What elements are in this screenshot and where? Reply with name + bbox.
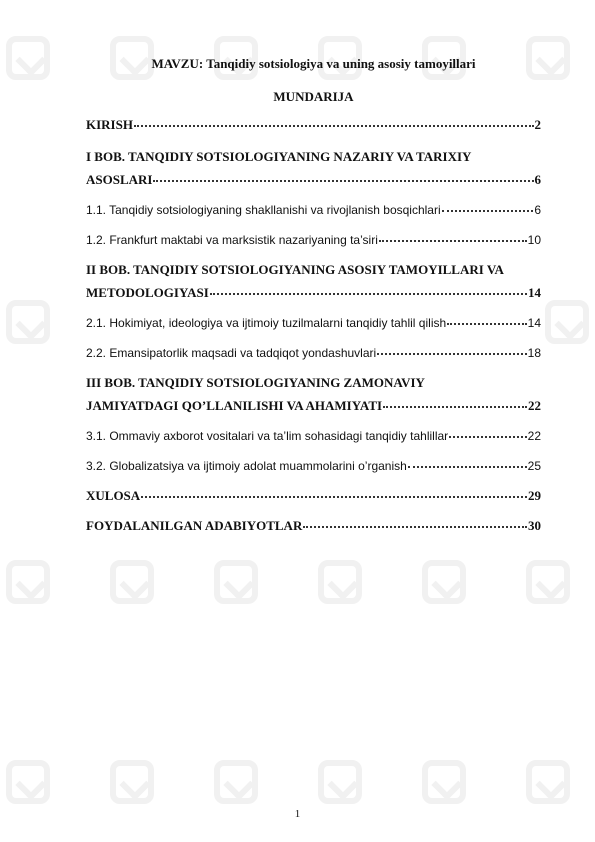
toc-entry-label: XULOSA — [86, 488, 141, 503]
toc-leader-dots — [442, 210, 534, 212]
toc-entry-label: 1.1. Tanqidiy sotsiologiyaning shakllanishi va rivojlanish bosqichlari — [86, 203, 441, 217]
toc-entry-page: 6 — [534, 172, 541, 187]
watermark-logo-icon — [526, 560, 570, 604]
toc-entry-page: 6 — [534, 203, 541, 217]
watermark-logo-icon — [110, 560, 154, 604]
toc-heading: MUNDARIJA — [273, 89, 354, 104]
toc-entry-2-2[interactable] — [86, 345, 541, 361]
watermark-logo-icon — [545, 300, 589, 344]
toc-entry-page: 18 — [527, 346, 541, 360]
toc-leader-dots — [210, 293, 527, 295]
watermark-logo-icon — [526, 760, 570, 804]
toc-entry-label: JAMIYATDAGI QO’LLANILISHI VA AHAMIYATI — [86, 398, 383, 413]
toc-entry-chapter-1[interactable] — [86, 172, 541, 188]
toc-entry-chapter-3[interactable] — [86, 398, 541, 414]
toc-entry-label: 2.2. Emansipatorlik maqsadi va tadqiqot yondashuvlari — [86, 346, 377, 360]
document-title: MAVZU: Tanqidiy sotsiologiya va uning asosiy tamoyillari — [151, 56, 476, 71]
toc-entry-label: 1.2. Frankfurt maktabi va marksistik nazariyaning ta’siri — [86, 233, 378, 247]
toc-entry-page: 22 — [528, 398, 541, 413]
toc-entry-page: 29 — [528, 488, 541, 503]
toc-leader-dots — [141, 496, 527, 498]
watermark-logo-icon — [422, 760, 466, 804]
watermark-logo-icon — [318, 560, 362, 604]
toc-leader-dots — [303, 526, 527, 528]
table-of-contents — [86, 112, 541, 534]
toc-entry-label: 3.1. Ommaviy axborot vositalari va ta’lim sohasidagi tanqidiy tahlillar — [86, 429, 449, 443]
watermark-logo-icon — [6, 760, 50, 804]
toc-leader-dots — [408, 466, 527, 468]
watermark-logo-icon — [214, 760, 258, 804]
toc-leader-dots — [383, 406, 527, 408]
toc-entry-2-1[interactable] — [86, 315, 541, 331]
toc-entry-page: 25 — [527, 459, 541, 473]
toc-leader-dots — [447, 323, 526, 325]
toc-entry-1-2[interactable] — [86, 232, 541, 248]
toc-entry-label: 2.1. Hokimiyat, ideologiya va ijtimoiy tuzilmalarni tanqidiy tahlil qilish — [86, 316, 447, 330]
toc-entry-kirish[interactable] — [86, 117, 541, 133]
watermark-logo-icon — [422, 560, 466, 604]
watermark-logo-icon — [6, 36, 50, 80]
toc-entry-1-1[interactable] — [86, 202, 541, 218]
toc-leader-dots — [377, 353, 526, 355]
toc-entry-page: 10 — [527, 233, 541, 247]
watermark-logo-icon — [318, 760, 362, 804]
toc-entry-label: ASOSLARI — [86, 172, 153, 187]
toc-leader-dots — [153, 180, 533, 182]
page-number: 1 — [294, 808, 301, 820]
toc-leader-dots — [379, 240, 527, 242]
toc-chapter-3-heading: III BOB. TANQIDIY SOTSIOLOGIYANING ZAMONAVIY — [86, 375, 425, 390]
toc-chapter-2-heading: II BOB. TANQIDIY SOTSIOLOGIYANING ASOSIY TAMOYILLARI VA — [86, 262, 504, 277]
watermark-logo-icon — [110, 760, 154, 804]
toc-entry-references[interactable] — [86, 518, 541, 534]
toc-entry-3-1[interactable] — [86, 428, 541, 444]
toc-chapter-1-heading: I BOB. TANQIDIY SOTSIOLOGIYANING NAZARIY VA TARIXIY — [86, 149, 472, 164]
toc-leader-dots — [134, 125, 534, 127]
toc-entry-page: 30 — [528, 518, 541, 533]
toc-entry-chapter-2[interactable] — [86, 285, 541, 301]
toc-entry-page: 22 — [527, 429, 541, 443]
toc-entry-page: 14 — [527, 316, 541, 330]
toc-leader-dots — [449, 436, 526, 438]
toc-entry-page: 2 — [534, 117, 541, 132]
toc-entry-page: 14 — [528, 285, 541, 300]
watermark-logo-icon — [214, 560, 258, 604]
toc-entry-label: 3.2. Globalizatsiya va ijtimoiy adolat muammolarini o’rganish — [86, 459, 407, 473]
toc-entry-label: METODOLOGIYASI — [86, 285, 209, 300]
toc-entry-3-2[interactable] — [86, 458, 541, 474]
toc-entry-label: FOYDALANILGAN ADABIYOTLAR — [86, 518, 303, 533]
toc-entry-xulosa[interactable] — [86, 488, 541, 504]
watermark-logo-icon — [6, 560, 50, 604]
toc-entry-label: KIRISH — [86, 117, 133, 132]
watermark-logo-icon — [6, 300, 50, 344]
